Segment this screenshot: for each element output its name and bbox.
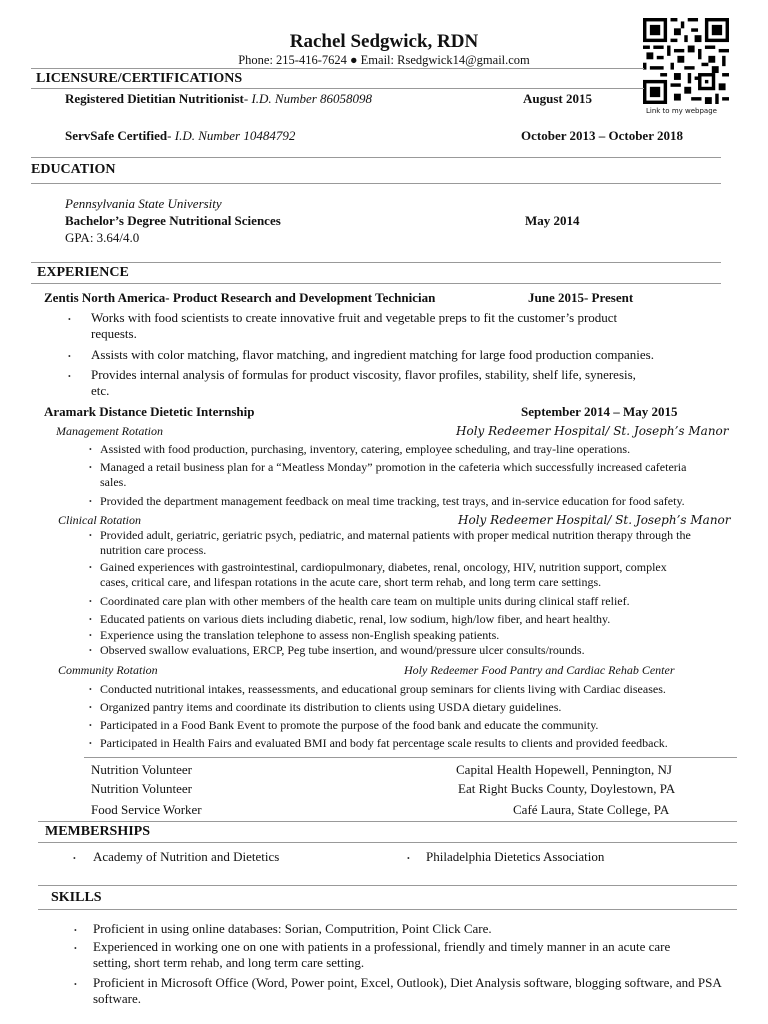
candidate-name: Rachel Sedgwick, RDN [289, 31, 479, 52]
community-bullet: Organized pantry items and coordinate its distribution to clients using USDA dietary guidelines. [100, 700, 562, 714]
license-servsafe: ServSafe Certified- I.D. Number 10484792 [65, 128, 296, 143]
skill-item: Proficient in Microsoft Office (Word, Power point, Excel, Outlook), Diet Analysis software, blogging software, and PSA software. [93, 975, 722, 1006]
license-rdn-date: August 2015 [523, 91, 592, 106]
skill-item: Proficient in using online databases: Sorian, Computrition, Point Click Care. [93, 921, 492, 936]
clinical-bullet: Coordinated care plan with other members of the health care team on multiple units during clinical staff relief. [100, 594, 630, 608]
community-bullet: Conducted nutritional intakes, reassessments, and educational group seminars for clients living with Cardiac diseases. [100, 682, 666, 696]
clinical-rotation-site: Holy Redeemer Hospital/ St. Joseph’s Manor [458, 513, 731, 527]
aramark-title: Aramark Distance Dietetic Internship [44, 404, 255, 419]
licensure-heading: LICENSURE/CERTIFICATIONS [36, 71, 243, 86]
clinical-bullet: Educated patients on various diets including diabetic, renal, low sodium, high/low fiber, and heart healthy. [100, 612, 611, 626]
management-rotation-site: Holy Redeemer Hospital/ St. Joseph’s Manor [456, 424, 729, 438]
qr-caption: Link to my webpage [646, 107, 717, 115]
other-place: Capital Health Hopewell, Pennington, NJ [456, 762, 672, 777]
zentis-bullet: Works with food scientists to create innovative fruit and vegetable preps to fit the customer’s product requests. [91, 310, 618, 341]
zentis-bullet: Provides internal analysis of formulas for product viscosity, flavor profiles, stability, shelf life, syneresis, etc. [91, 367, 636, 398]
clinical-bullet: Experience using the translation telephone to assess non-English speaking patients. [100, 628, 500, 642]
membership-item: Academy of Nutrition and Dietetics [93, 849, 280, 864]
skill-item: Experienced in working one on one with patients in a professional, friendly and timely manner in an acute care setting, short term rehab, and long term care setting. [93, 939, 671, 970]
management-bullet: Assisted with food production, purchasing, inventory, catering, employee scheduling, and tray-line operations. [100, 442, 631, 456]
clinical-bullet: Provided adult, geriatric, geriatric psych, pediatric, and maternal patients with proper medical nutrition therapy through the nutrition care process. [100, 528, 691, 557]
degree: Bachelor’s Degree Nutritional Sciences [65, 213, 281, 228]
license-servsafe-date: October 2013 – October 2018 [521, 128, 683, 143]
qr-code-icon[interactable] [643, 18, 729, 104]
other-role: Nutrition Volunteer [91, 762, 192, 777]
skills-heading: SKILLS [51, 890, 102, 905]
education-heading: EDUCATION [31, 162, 116, 177]
zentis-title: Zentis North America- Product Research and Development Technician [44, 290, 436, 305]
community-bullet: Participated in a Food Bank Event to promote the purpose of the food bank and educate the community. [100, 718, 599, 732]
community-bullet: Participated in Health Fairs and evaluated BMI and body fat percentage scale results to clients and provided feedback. [100, 736, 668, 750]
clinical-bullet: Observed swallow evaluations, ERCP, Peg tube insertion, and wound/pressure ulcer consults/rounds. [100, 643, 585, 657]
other-role: Food Service Worker [91, 802, 202, 817]
other-place: Eat Right Bucks County, Doylestown, PA [458, 781, 676, 796]
contact-info: Phone: 215-416-7624 ● Email: Rsedgwick14@gmail.com [238, 53, 530, 67]
clinical-rotation-label: Clinical Rotation [58, 513, 141, 527]
zentis-bullet: Assists with color matching, flavor matching, and ingredient matching for large food production companies. [91, 347, 654, 362]
degree-date: May 2014 [525, 213, 580, 228]
zentis-date: June 2015- Present [528, 290, 634, 305]
aramark-date: September 2014 – May 2015 [521, 404, 678, 419]
management-bullet: Provided the department management feedback on meal time tracking, test trays, and in-service education for food safety. [100, 494, 685, 508]
management-bullet: Managed a retail business plan for a “Meatless Monday” promotion in the cafeteria which successfully increased cafeteria sales. [100, 460, 687, 489]
other-role: Nutrition Volunteer [91, 781, 192, 796]
license-rdn: Registered Dietitian Nutritionist- I.D. Number 86058098 [65, 91, 373, 106]
experience-heading: EXPERIENCE [37, 265, 129, 280]
gpa: GPA: 3.64/4.0 [65, 230, 140, 245]
management-rotation-label: Management Rotation [56, 424, 163, 438]
membership-item: Philadelphia Dietetics Association [426, 849, 605, 864]
community-rotation-site: Holy Redeemer Food Pantry and Cardiac Rehab Center [404, 663, 675, 677]
other-place: Café Laura, State College, PA [513, 802, 670, 817]
memberships-heading: MEMBERSHIPS [45, 824, 151, 839]
clinical-bullet: Gained experiences with gastrointestinal, cardiopulmonary, diabetes, renal, oncology, HIV, nutrition support, complex cases, critical care, and lifespan rotations in the acute care, short term rehab, and long term care settings. [100, 560, 667, 589]
school-name: Pennsylvania State University [65, 196, 222, 211]
community-rotation-label: Community Rotation [58, 663, 158, 677]
